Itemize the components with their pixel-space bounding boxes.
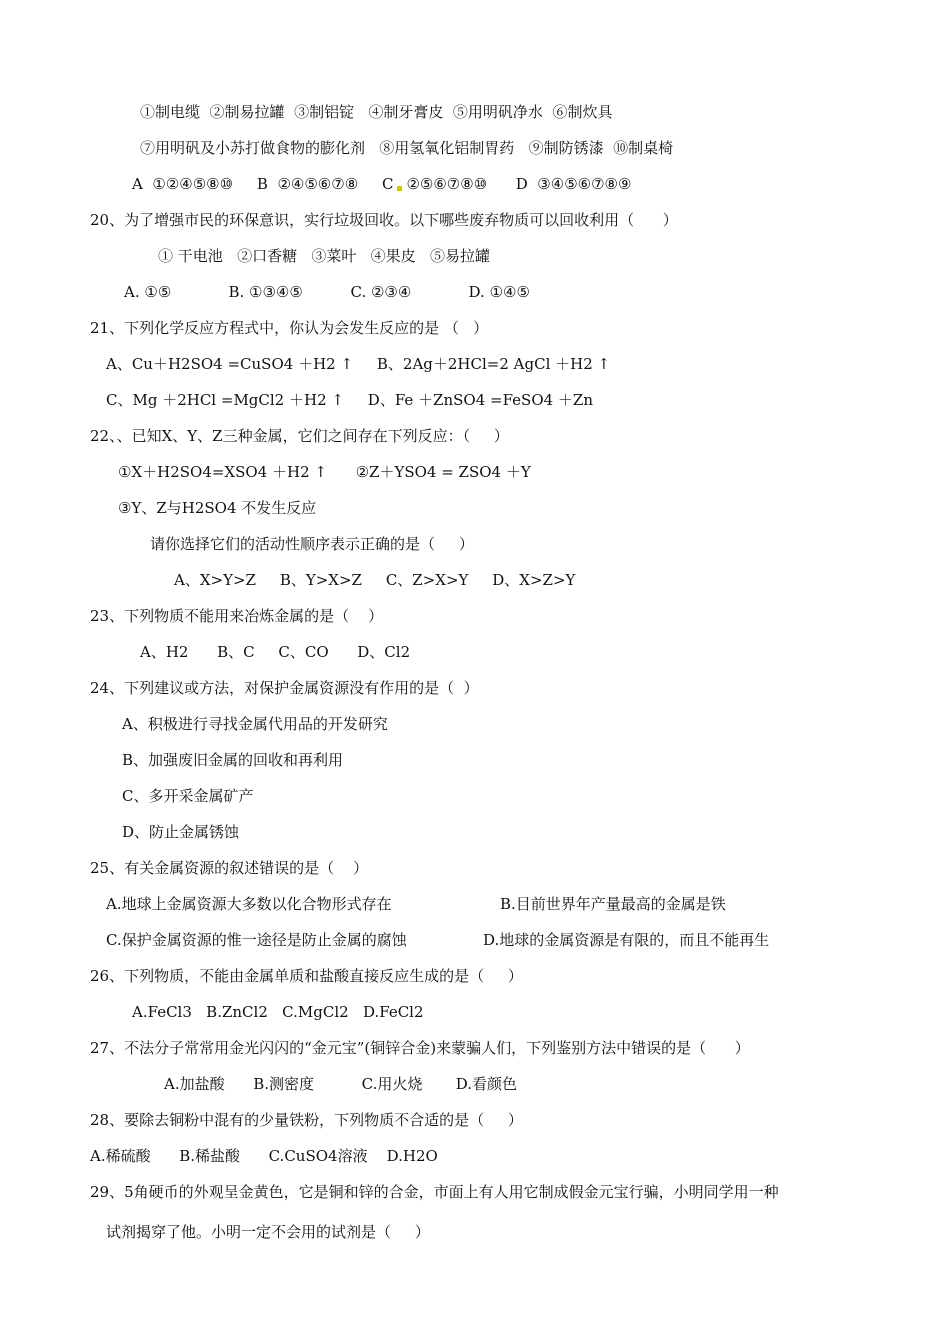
q22-reactions-1-2: ①X＋H2SO4=XSO4 ＋H2 ↑ ②Z＋YSO4 = ZSO4 ＋Y [118, 463, 531, 481]
question-28: 28、要除去铜粉中混有的少量铁粉，下列物质不合适的是（ ） [90, 1111, 523, 1129]
q19-options-abc: A ①②④⑤⑧⑩ B ②④⑤⑥⑦⑧ C [132, 175, 394, 193]
question-23: 23、下列物质不能用来冶炼金属的是（ ） [90, 607, 384, 625]
question-27: 27、不法分子常常用金光闪闪的“金元宝”(铜锌合金)来蒙骗人们，下列鉴别方法中错误的是（ ） [90, 1039, 750, 1057]
q21-options-ab: A、Cu＋H2SO4 =CuSO4 ＋H2 ↑ B、2Ag＋2HCl=2 AgCl ＋H2 ↑ [106, 355, 611, 373]
q25-option-d: D.地球的金属资源是有限的，而且不能再生 [483, 931, 770, 949]
question-24: 24、下列建议或方法，对保护金属资源没有作用的是（ ） [90, 679, 479, 697]
question-29: 29、5角硬币的外观呈金黄色，它是铜和锌的合金，市面上有人用它制成假金元宝行骗，小明同学用一种 [90, 1183, 779, 1201]
marker-dot [397, 186, 402, 191]
q25-option-a: A.地球上金属资源大多数以化合物形式存在 [106, 895, 392, 913]
q21-options-cd: C、Mg ＋2HCl =MgCl2 ＋H2 ↑ D、Fe ＋ZnSO4 =FeSO4 ＋Zn [106, 391, 594, 409]
q20-options: A. ①⑤ B. ①③④⑤ C. ②③④ D. ①④⑤ [124, 283, 530, 301]
q23-options: A、H2 B、C C、CO D、Cl2 [140, 643, 411, 661]
q26-options: A.FeCl3 B.ZnCl2 C.MgCl2 D.FeCl2 [132, 1003, 424, 1021]
q24-option-a: A、积极进行寻找金属代用品的开发研究 [122, 715, 388, 733]
q29-continuation: 试剂揭穿了他。小明一定不会用的试剂是（ ） [106, 1223, 430, 1241]
question-22: 22、、已知X、Y、Z三种金属，它们之间存在下列反应：（ ） [90, 427, 509, 445]
q22-prompt: 请你选择它们的活动性顺序表示正确的是（ ） [150, 535, 474, 553]
q19-items-line2: ⑦用明矾及小苏打做食物的膨化剂 ⑧用氢氧化铝制胃药 ⑨制防锈漆 ⑩制桌椅 [140, 139, 674, 157]
question-25: 25、有关金属资源的叙述错误的是（ ） [90, 859, 369, 877]
q19-options-cd: ②⑤⑥⑦⑧⑩ D ③④⑤⑥⑦⑧⑨ [406, 175, 632, 193]
q24-option-d: D、防止金属锈蚀 [122, 823, 240, 841]
q22-options: A、X>Y>Z B、Y>X>Z C、Z>X>Y D、X>Z>Y [174, 571, 576, 589]
question-21: 21、下列化学反应方程式中，你认为会发生反应的是 （ ） [90, 319, 489, 337]
q25-option-b: B.目前世界年产量最高的金属是铁 [500, 895, 726, 913]
q25-option-c: C.保护金属资源的惟一途径是防止金属的腐蚀 [106, 931, 407, 949]
q24-option-c: C、多开采金属矿产 [122, 787, 254, 805]
q22-reaction-3: ③Y、Z与H2SO4 不发生反应 [118, 499, 317, 517]
q19-items-line1: ①制电缆 ②制易拉罐 ③制铝锭 ④制牙膏皮 ⑤用明矾净水 ⑥制炊具 [140, 103, 613, 121]
q19-options [132, 174, 631, 194]
question-26: 26、下列物质，不能由金属单质和盐酸直接反应生成的是（ ） [90, 967, 523, 985]
question-20: 20、为了增强市民的环保意识，实行垃圾回收。以下哪些废弃物质可以回收利用（ ） [90, 211, 678, 229]
q24-option-b: B、加强废旧金属的回收和再利用 [122, 751, 344, 769]
q28-options: A.稀硫酸 B.稀盐酸 C.CuSO4溶液 D.H2O [90, 1147, 438, 1165]
q27-options: A.加盐酸 B.测密度 C.用火烧 D.看颜色 [164, 1075, 518, 1093]
q20-items: ① 干电池 ②口香糖 ③菜叶 ④果皮 ⑤易拉罐 [158, 247, 490, 265]
